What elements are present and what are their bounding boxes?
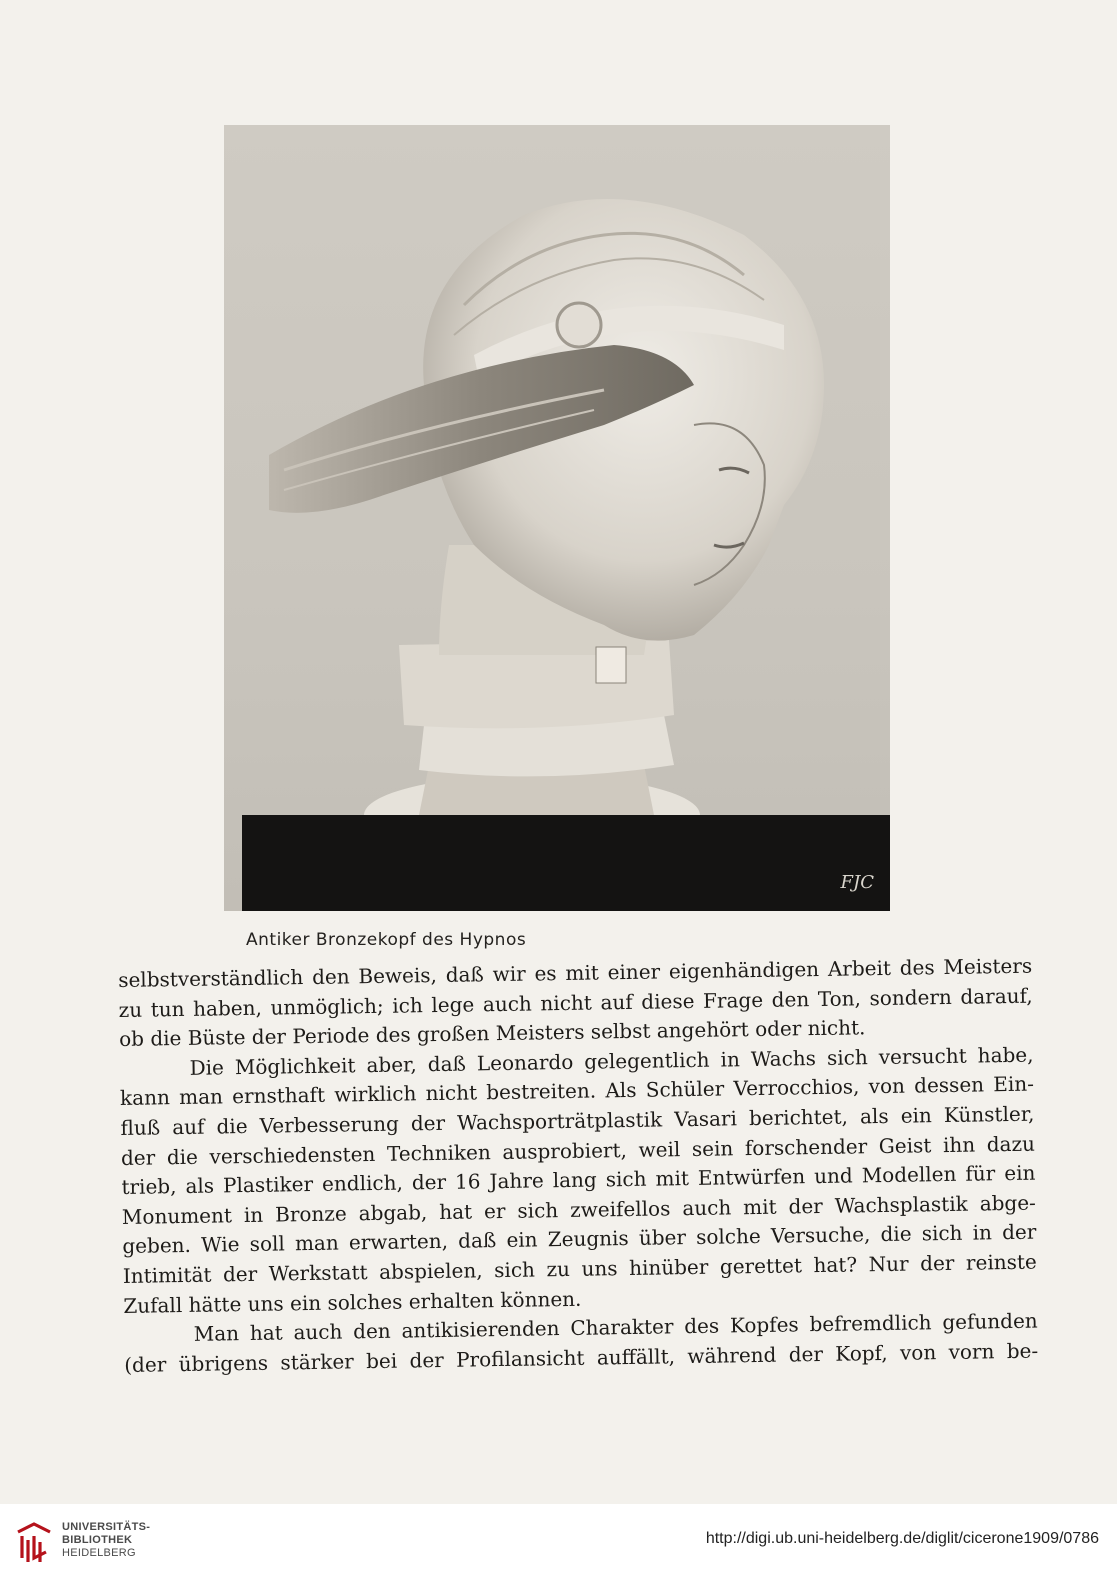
text-line: fluß auf die Verbesserung der Wachsporträtplastik Vasari berichtet, als ein Künstler, — [120, 1101, 1035, 1140]
text-line: (der übrigens stärker bei der Profilansicht auffällt, während der Kopf, von vorn be- — [124, 1338, 1039, 1377]
library-name-line: BIBLIOTHEK — [62, 1534, 133, 1546]
text-line: Monument in Bronze abgab, hat er sich zweifellos auch mit der Wachsplastik abge- — [121, 1190, 1037, 1229]
text-line: ob die Büste der Periode des großen Meisters selbst angehört oder nicht. — [118, 1015, 866, 1052]
text-line: selbstverständlich den Beweis, daß wir es mit einer eigenhändigen Arbeit des Meisters — [118, 953, 1033, 992]
text-line: kann man ernsthaft wirklich nicht bestreiten. Als Schüler Verrocchios, von dessen Ein- — [119, 1072, 1035, 1111]
hypnos-head-photo — [224, 125, 890, 911]
photo-dark-shelf — [242, 815, 890, 911]
library-logo-icon[interactable] — [14, 1518, 54, 1566]
library-name-line: HEIDELBERG — [62, 1547, 136, 1559]
photographer-monogram: FJC — [840, 872, 874, 893]
photo-plate — [224, 125, 890, 911]
text-line: Intimität der Werkstatt abspielen, sich zu uns hinüber gerettet hat? Nur der reinste — [122, 1249, 1037, 1288]
text-line: Zufall hätte uns ein solches erhalten können. — [123, 1286, 582, 1318]
library-name-line: UNIVERSITÄTS- — [62, 1521, 151, 1533]
text-line: der die verschiedensten Techniken ausprobiert, weil sein forschender Geist ihn dazu — [120, 1131, 1036, 1170]
text-line: Man hat auch den antikisierenden Charakter des Kopfes befremdlich gefunden — [193, 1308, 1038, 1346]
library-name — [62, 1521, 150, 1560]
text-line: Die Möglichkeit aber, daß Leonardo gelegentlich in Wachs sich versucht habe, — [189, 1042, 1034, 1080]
footer-bar — [0, 1504, 1117, 1584]
text-line: zu tun haben, unmöglich; ich lege auch nicht auf diese Frage den Ton, sondern darauf, — [118, 983, 1033, 1022]
source-url-link[interactable]: http://digi.ub.uni-heidelberg.de/diglit/cicerone1909/0786 — [705, 1530, 1099, 1547]
text-line: geben. Wie soll man erwarten, daß ein Zeugnis über solche Versuche, die sich in der — [122, 1219, 1037, 1259]
text-line: trieb, als Plastiker endlich, der 16 Jahre lang sich mit Entwürfen und Modellen für ein — [121, 1160, 1036, 1200]
body-text — [118, 952, 1038, 1381]
figure-caption: Antiker Bronzekopf des Hypnos — [246, 930, 527, 950]
